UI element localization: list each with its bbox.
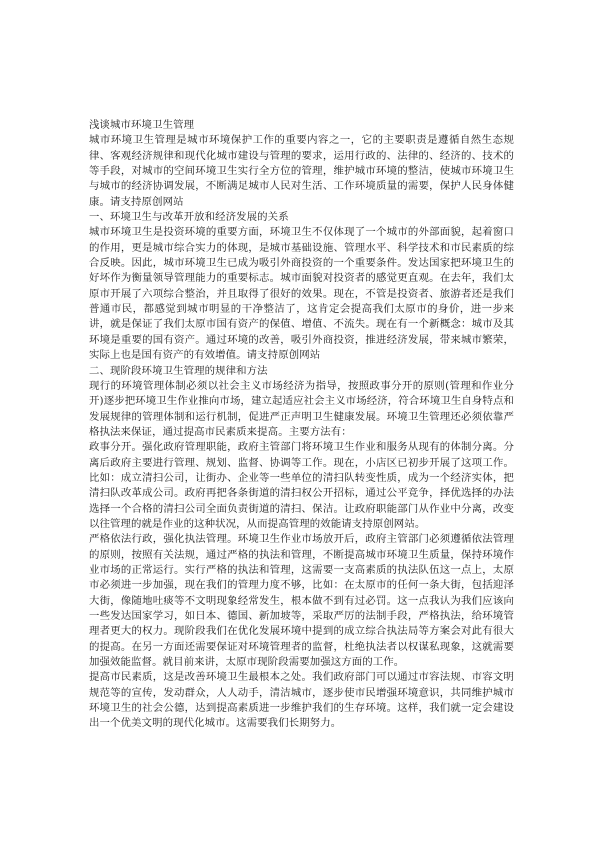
section-2-intro-paragraph: 现行的环境管理体制必须以社会主义市场经济为指导，按照政事分开的原则(管理和作业分开)逐步把环境卫生作业推向市场，建立起适应社会主义市场经济，符合环境卫生自身特点和发展规律的管理体制和运行机制，促进严正声明卫生健康发展。环境卫生管理还必须依靠严格执法来保证，通过提高市民素质来提高。主要方法有： <box>89 379 514 438</box>
section-heading-2: 二、现阶段环境卫生管理的规律和方法 <box>89 364 268 377</box>
document-page <box>89 118 514 732</box>
section-heading-1: 一、环境卫生与改革开放和经济发展的关系 <box>89 211 289 224</box>
intro-paragraph: 城市环境卫生管理是城市环境保护工作的重要内容之一，它的主要职责是遵循自然生态规律、客观经济规律和现代化城市建设与管理的要求，运用行政的、法律的、经济的、技术的等手段，对城市的空间环境卫生实行全方位的管理，维护城市环境的整洁，使城市环境卫生与城市的经济协调发展，不断满足城市人民对生活、工作环境质量的需要，保护人民身体健康。请支持原创网站 <box>89 134 514 208</box>
citizen-quality-paragraph: 提高市民素质，这是改善环境卫生最根本之处。我们政府部门可以通过市容法规、市容文明规范等的宣传，发动群众，人人动手，清洁城市，逐步使市民增强环境意识，共同维护城市环境卫生的社会公德，达到提高素质进一步维护我们的生存环境。这样，我们就一定会建设出一个优美文明的现代化城市。这需要我们长期努力。 <box>89 671 514 730</box>
policy-paragraph: 政事分开。强化政府管理职能，政府主管部门将环境卫生作业和服务从现有的体制分离。分离后政府主要进行管理、规划、监督、协调等工作。现在，小店区已初步开展了这项工作。比如：成立清扫公司，让街办、企业等一些单位的清扫队转变性质，成为一个经济实体，把清扫队改革成公司。政府再把各条街道的清扫权公开招标，通过公平竞争，择优选择的办法选择一个合格的清扫公司全面负责街道的清扫、保洁。让政府职能部门从作业中分离，改变以往管理的就是作业的这种状况，从而提高管理的效能请支持原创网站。 <box>89 441 514 530</box>
document-title: 浅谈城市环境卫生管理 <box>89 119 195 131</box>
section-1-paragraph: 城市环境卫生是投资环境的重要方面，环境卫生不仅体现了一个城市的外部面貌，起着窗口的作用，更是城市综合实力的体现，是城市基础设施、管理水平、科学技术和市民素质的综合反映。因此，城市环境卫生已成为吸引外商投资的一个重要条件。发达国家把环境卫生的好坏作为衡量领导管理能力的重要标志。城市面貌对投资者的感觉更直观。在去年，我们太原市开展了六项综合整治，并且取得了很好的效果。现在，不管是投资者、旅游者还是我们普通市民，都感觉到城市明显的干净整洁了，这肯定会提高我们太原市的身价，进一步来讲，就是保证了我们太原市国有资产的保值、增值、不流失。现在有一个新概念：城市及其环境是重要的国有资产。通过环境的改善，吸引外商投资，推进经济发展，带来城市繁荣，实际上也是国有资产的有效增值。请支持原创网站 <box>89 226 514 362</box>
law-enforcement-paragraph: 严格依法行政，强化执法管理。环境卫生作业市场放开后，政府主管部门必须遵循依法管理的原则，按照有关法规，通过严格的执法和管理，不断提高城市环境卫生质量，保持环境作业市场的正常运行。实行严格的执法和管理，这需要一支高素质的执法队伍这一点上，太原市必须进一步加强，现在我们的管理力度不够，比如：在太原市的任何一条大街，包括迎泽大街，像随地吐痰等不文明现象经常发生，根本做不到有过必罚。这一点我认为我们应该向一些发达国家学习，如日本、德国、新加坡等，采取严厉的法制手段，严格执法，给环境管理者更大的权力。现阶段我们在优化发展环境中提到的成立综合执法局等方案会对此有很大的提高。在另一方面还需要保证对环境管理者的监督，杜绝执法者以权谋私现象，这就需要加强效能监督。就目前来讲，太原市现阶段需要加强这方面的工作。 <box>89 533 514 669</box>
